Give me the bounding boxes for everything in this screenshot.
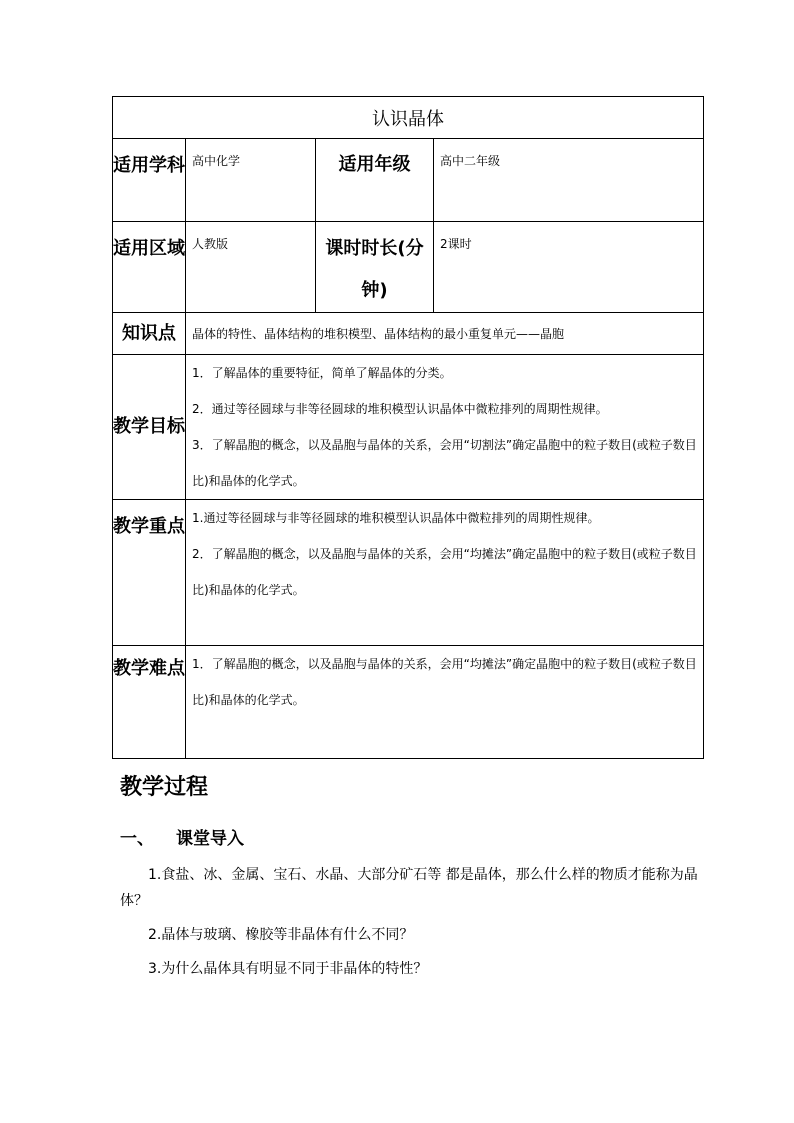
question-item: 3.为什么晶体具有明显不同于非晶体的特性？ — [148, 961, 428, 977]
difficulty-label: 教学难点 — [113, 646, 186, 759]
region-value: 人教版 — [186, 222, 316, 313]
question-item: 1.食盐、冰、金属、宝石、水晶、大部分矿石等 都是晶体，那么什么样的物质才能称为晶体？ — [120, 867, 698, 909]
region-label: 适用区域 — [113, 222, 186, 313]
difficulty-list — [186, 646, 704, 759]
knowledge-label: 知识点 — [113, 313, 186, 355]
knowledge-value: 晶体的特性、晶体结构的堆积模型、晶体结构的最小重复单元——晶胞 — [186, 313, 704, 355]
goal-item: 2．通过等径圆球与非等径圆球的堆积模型认识晶体中微粒排列的周期性规律。 — [192, 402, 608, 416]
table-title: 认识晶体 — [113, 97, 704, 139]
goal-item: 3．了解晶胞的概念，以及晶胞与晶体的关系，会用“切割法”确定晶胞中的粒子数目(或粒子数目比)和晶体的化学式。 — [192, 438, 697, 488]
section-heading — [120, 824, 244, 849]
subject-label: 适用学科 — [113, 139, 186, 222]
duration-label: 课时时长(分钟) — [316, 222, 434, 313]
focus-list — [186, 500, 704, 646]
goal-item: 1．了解晶体的重要特征，简单了解晶体的分类。 — [192, 366, 452, 380]
grade-label: 适用年级 — [316, 139, 434, 222]
section-title: 课堂导入 — [176, 829, 244, 849]
focus-item: 2．了解晶胞的概念，以及晶胞与晶体的关系，会用“均摊法”确定晶胞中的粒子数目(或粒子数目比)和晶体的化学式。 — [192, 547, 697, 597]
difficulty-item: 1．了解晶胞的概念，以及晶胞与晶体的关系，会用“均摊法”确定晶胞中的粒子数目(或粒子数目比)和晶体的化学式。 — [192, 657, 697, 707]
focus-label: 教学重点 — [113, 500, 186, 646]
subject-value: 高中化学 — [186, 139, 316, 222]
intro-questions — [120, 862, 700, 982]
duration-value: 2课时 — [434, 222, 704, 313]
process-title: 教学过程 — [120, 775, 209, 800]
grade-value: 高中二年级 — [434, 139, 704, 222]
goals-list — [186, 355, 704, 500]
section-number: 一、 — [120, 829, 154, 849]
focus-item: 1.通过等径圆球与非等径圆球的堆积模型认识晶体中微粒排列的周期性规律。 — [192, 511, 600, 525]
goals-label: 教学目标 — [113, 355, 186, 500]
lesson-plan-table — [112, 96, 704, 759]
question-item: 2.晶体与玻璃、橡胶等非晶体有什么不同？ — [148, 927, 414, 943]
